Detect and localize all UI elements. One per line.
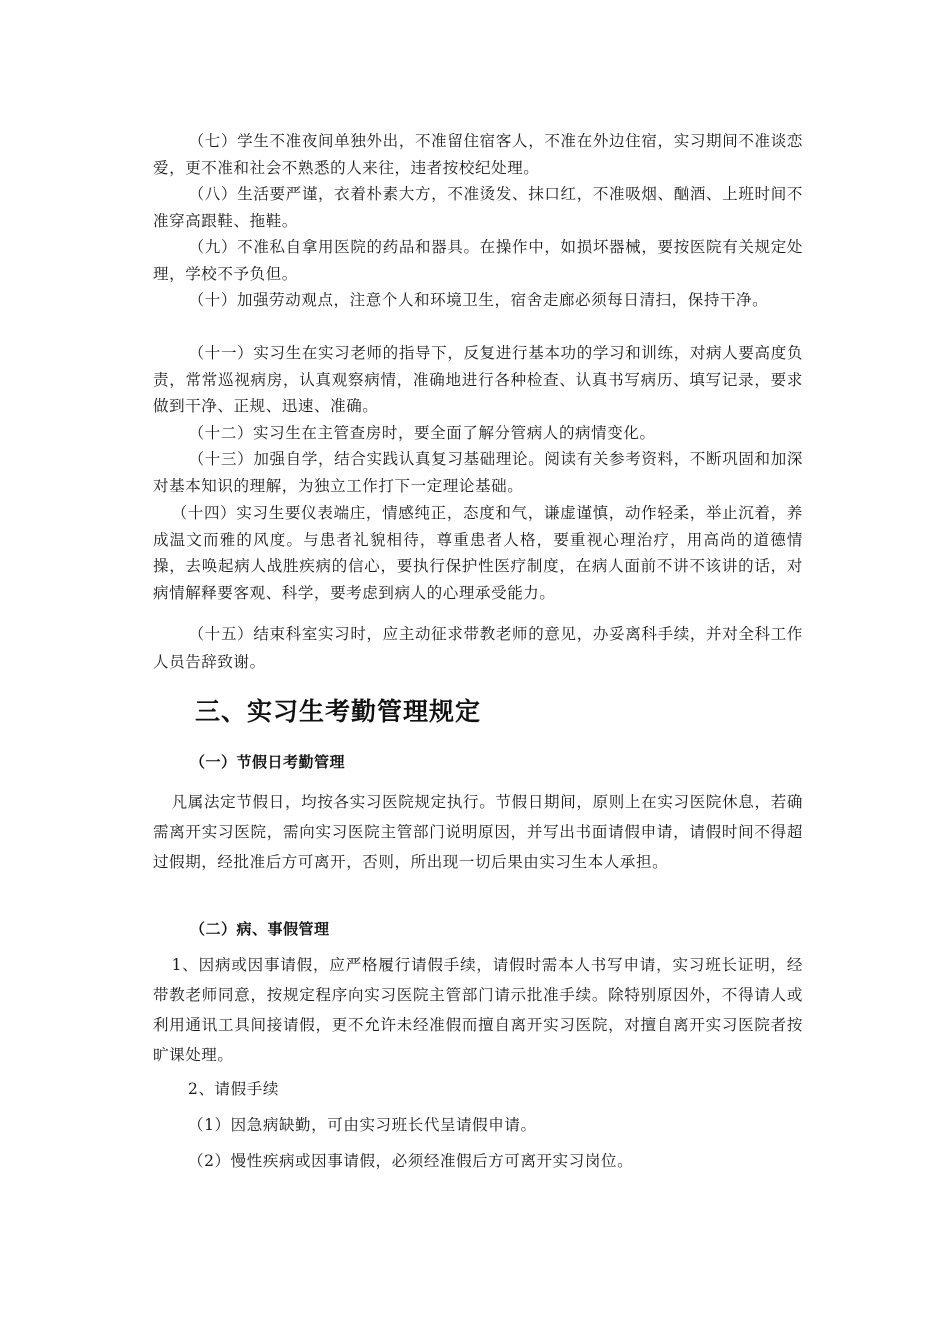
rule-paragraph-12: （十二）实习生在主管查房时，要全面了解分管病人的病情变化。	[188, 424, 656, 442]
rule-paragraph-8: （八）生活要严谨，衣着朴素大方，不准烫发、抹口红，不准吸烟、酗酒、上班时间不准穿高跟鞋、拖鞋。	[153, 185, 803, 230]
rule-paragraph-7: （七）学生不准夜间单独外出，不准留住宿客人，不准在外边住宿，实习期间不准谈恋爱，更不准和社会不熟悉的人来往，违者按校纪处理。	[153, 132, 803, 177]
section-3-title: 三、实习生考勤管理规定	[195, 697, 482, 726]
leave-item-2-2: （2）慢性疾病或因事请假，必须经准假后方可离开实习岗位。	[188, 1152, 634, 1170]
holiday-attendance-text: 凡属法定节假日，均按各实习医院规定执行。节假日期间，原则上在实习医院休息，若确需离开实习医院，需向实习医院主管部门说明原因，并写出书面请假申请，请假时间不得超过假期，经批准后方可离开，否则，所出现一切后果由实习生本人承担。	[153, 793, 803, 871]
subsection-holiday-heading: （一）节假日考勤管理	[190, 753, 346, 771]
leave-item-2: 2、请假手续	[188, 1080, 279, 1098]
rule-paragraph-13: （十三）加强自学，结合实践认真复习基础理论。阅读有关参考资料，不断巩固和加深对基本知识的理解，为独立工作打下一定理论基础。	[153, 450, 803, 495]
leave-item-1: 1、因病或因事请假，应严格履行请假手续，请假时需本人书写申请，实习班长证明，经带教老师同意，按规定程序向实习医院主管部门请示批准手续。除特别原因外，不得请人或利用通讯工具间接请假，更不允许未经准假而擅自离开实习医院，对擅自离开实习医院者按旷课处理。	[153, 956, 803, 1064]
rule-paragraph-15: （十五）结束科室实习时，应主动征求带教老师的意见，办妥离科手续，并对全科工作人员告辞致谢。	[153, 625, 803, 671]
rule-paragraph-11: （十一）实习生在实习老师的指导下，反复进行基本功的学习和训练，对病人要高度负责，常常巡视病房，认真观察病情，准确地进行各种检查、认真书写病历、填写记录，要求做到干净、正规、迅速、准确。	[153, 344, 803, 415]
leave-item-2-1: （1）因急病缺勤，可由实习班长代呈请假申请。	[188, 1116, 537, 1134]
subsection-leave-heading: （二）病、事假管理	[190, 920, 330, 938]
rule-paragraph-14: （十四）实习生要仪表端庄，情感纯正，态度和气，谦虚谨慎，动作轻柔，举止沉着，养成温文而雅的风度。与患者礼貌相待，尊重患者人格，要重视心理治疗，用高尚的道德情操，去唤起病人战胜疾病的信心，要执行保护性医疗制度，在病人面前不讲不该讲的话，对病情解释要客观、科学，要考虑到病人的心理承受能力。	[153, 504, 803, 602]
rule-paragraph-9: （九）不准私自拿用医院的药品和器具。在操作中，如损坏器械，要按医院有关规定处理，学校不予负但。	[153, 238, 803, 283]
rule-paragraph-10: （十）加强劳动观点，注意个人和环境卫生，宿舍走廊必须每日清扫，保持干净。	[188, 291, 769, 309]
